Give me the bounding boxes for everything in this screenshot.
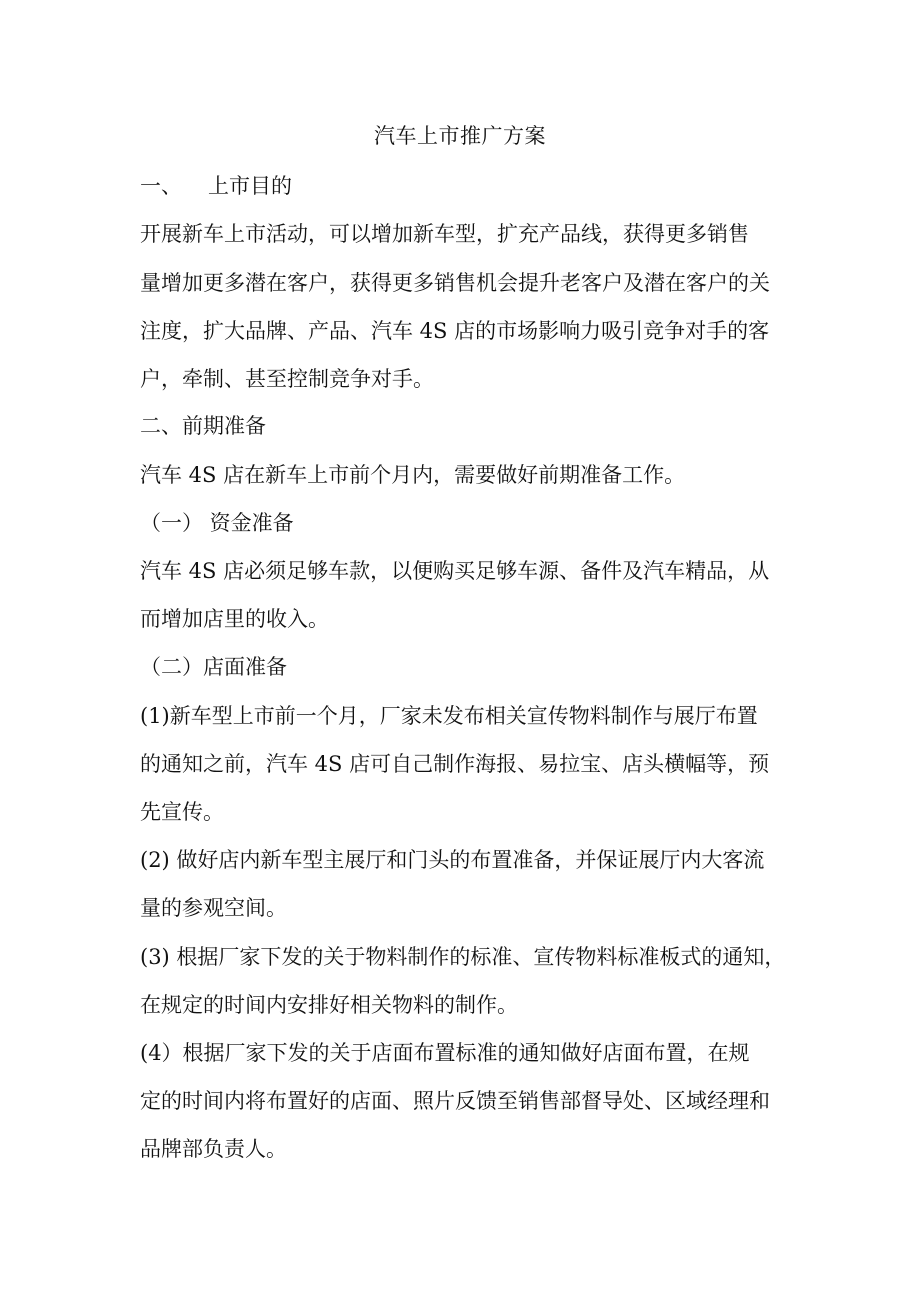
list-item-line: 品牌部负责人。 [140, 1137, 287, 1161]
list-item-line: (4）根据厂家下发的关于店面布置标准的通知做好店面布置，在规 [140, 1041, 750, 1065]
list-item-line: 定的时间内将布置好的店面、照片反馈至销售部督导处、区域经理和 [140, 1089, 770, 1113]
list-item-line: 的通知之前，汽车 4S 店可自己制作海报、易拉宝、店头横幅等，预 [140, 752, 770, 776]
paragraph-line: 开展新车上市活动，可以增加新车型，扩充产品线，获得更多销售 [140, 222, 749, 246]
paragraph-line: 汽车 4S 店在新车上市前个月内，需要做好前期准备工作。 [140, 463, 686, 487]
subheading-store: （二）店面准备 [140, 655, 287, 679]
section-number: 一、 [140, 174, 182, 198]
section-heading-text: 上市目的 [208, 174, 292, 198]
paragraph-line: 而增加店里的收入。 [140, 607, 329, 631]
list-item-line: 量的参观空间。 [140, 896, 287, 920]
list-item-line: 先宣传。 [140, 800, 224, 824]
paragraph-line: 量增加更多潜在客户，获得更多销售机会提升老客户及潜在客户的关 [140, 271, 770, 295]
list-item-line: 在规定的时间内安排好相关物料的制作。 [140, 993, 518, 1017]
document-title: 汽车上市推广方案 [374, 124, 546, 148]
list-item-line: (3) 根据厂家下发的关于物料制作的标准、宣传物料标准板式的通知， [140, 945, 786, 969]
section-heading-purpose [140, 171, 292, 201]
list-item-line: (2) 做好店内新车型主展厅和门头的布置准备，并保证展厅内大客流 [140, 848, 765, 872]
paragraph-line: 注度，扩大品牌、产品、汽车 4S 店的市场影响力吸引竞争对手的客 [140, 319, 770, 343]
subheading-funds: （一） 资金准备 [140, 511, 294, 535]
paragraph-line: 户，牵制、甚至控制竞争对手。 [140, 367, 434, 391]
section-heading-preparation: 二、前期准备 [140, 414, 266, 438]
list-item-line: (1)新车型上市前一个月，厂家未发布相关宣传物料制作与展厅布置 [140, 704, 758, 728]
paragraph-line: 汽车 4S 店必须足够车款，以便购买足够车源、备件及汽车精品，从 [140, 559, 770, 583]
